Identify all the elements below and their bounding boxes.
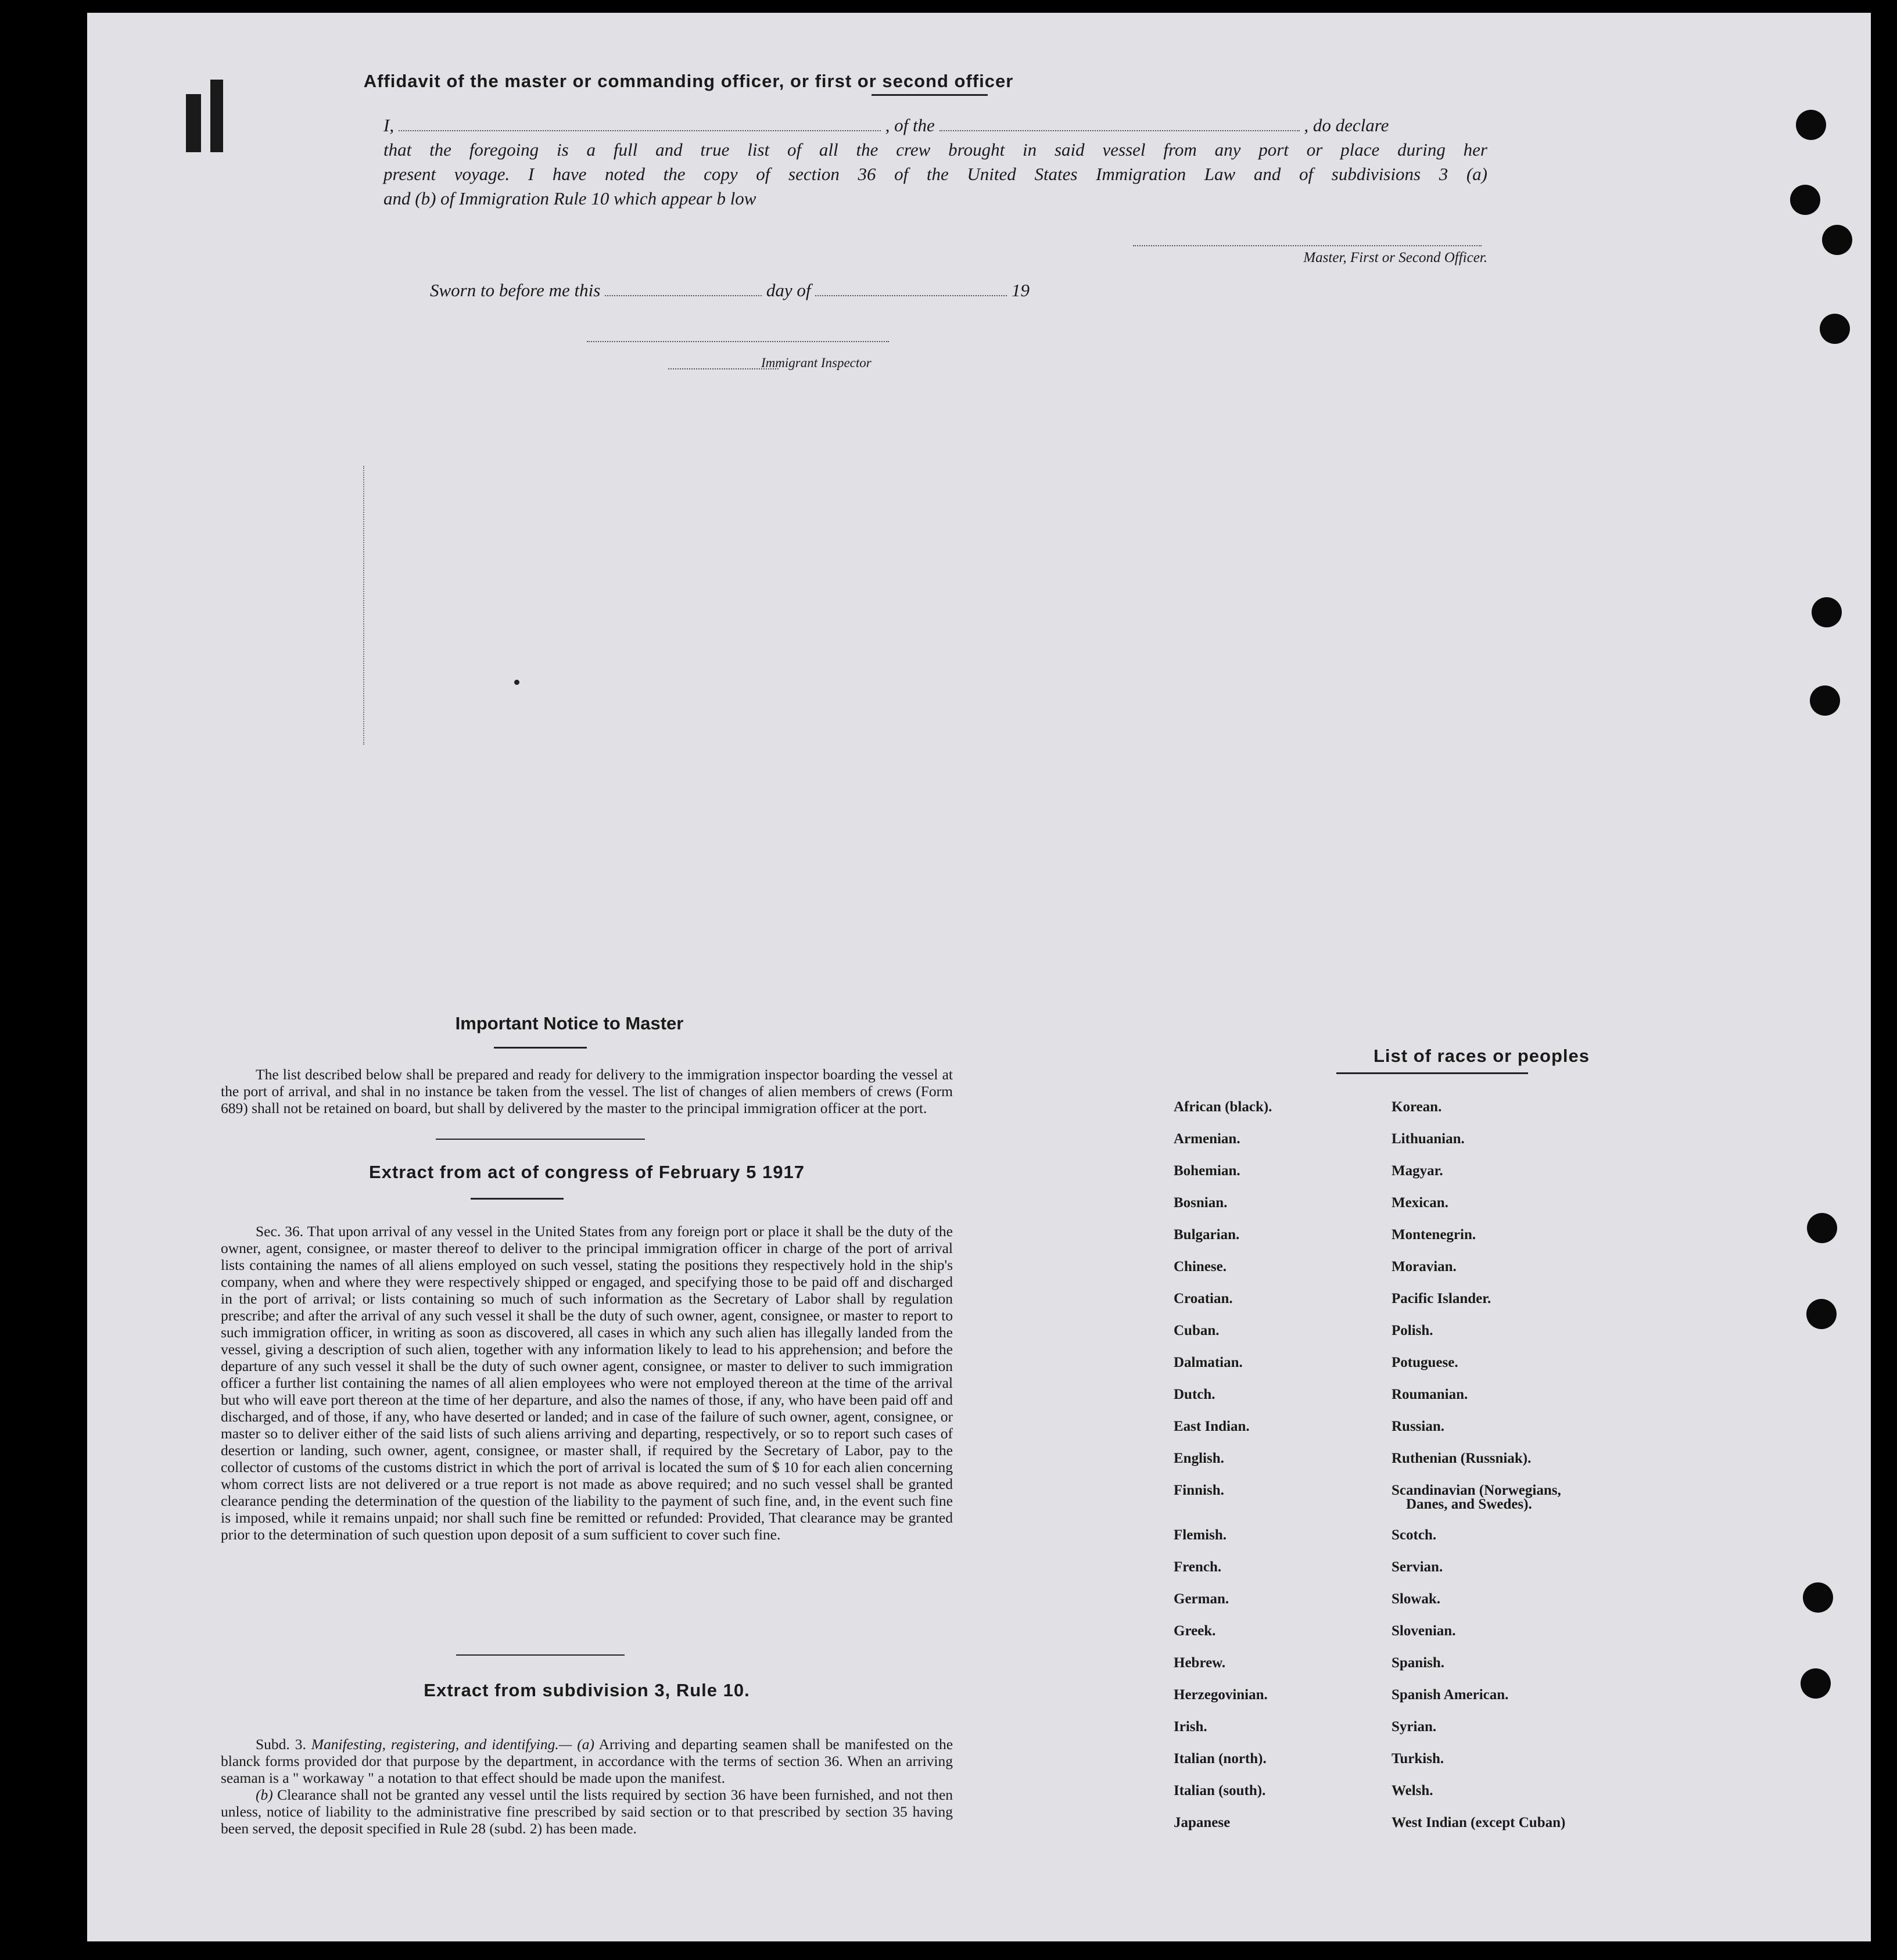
race-item: Lithuanian.: [1392, 1131, 1465, 1147]
race-item: Spanish American.: [1392, 1687, 1509, 1703]
race-item: Syrian.: [1392, 1719, 1437, 1735]
race-item: Italian (south).: [1174, 1783, 1266, 1799]
rule-extract-title: Extract from subdivision 3, Rule 10.: [424, 1680, 750, 1700]
vessel-name-field[interactable]: [939, 130, 1300, 131]
race-item: Servian.: [1392, 1559, 1443, 1575]
punch-hole: [1796, 110, 1826, 140]
punch-hole: [1801, 1668, 1831, 1699]
race-item: French.: [1174, 1559, 1222, 1575]
act-extract-text: Sec. 36. That upon arrival of any vessel in the United States from any foreign port or place it shall be the duty of the owner, agent, consignee, or master thereof to deliver to the principal immigration officer in charge of the port of arrival lists containing the names of all aliens employed on such vessel, stating the positions they respectively hold in the ship's company, when and where they were respectively shipped or engaged, and specifying those to be paid off and discharged in the port of arrival; or lists containing so much of such information as the Secretary of Labor shall by regulation prescribe; and after the arrival of any such vessel it shall be the duty of such owner, agent, consignee, or master to report to such immigration officer, in writing as soon as discovered, all cases in which any such alien has illegally landed from the vessel, giving a description of such alien, together with any information likely to lead to his apprehension; and before the departure of any such vessel it shall be the duty of such owner agent, consignee, or master to deliver to such immigration officer a further list containing the names of all alien employees who were not employed thereon at the time of the arrival but who will eave port thereon at the time of her departure, and also the names of those, if any, who have been paid off and discharged, and of those, if any, who have deserted or landed; and in case of the failure of such owner, agent, consignee, or master so to deliver either of the said lists of such aliens arriving and departing, respectively, or so to report such cases of desertion or landing, such owner, agent, consignee, or master shall, if required by the Secretary of Labor, pay to the collector of customs of the customs district in which the port of arrival is located the sum of $ 10 for each alien concerning whom correct lists are not delivered or a true report is not made as above required; and no such vessel shall be granted clearance pending the determination of the question of the liability to the payment of such fine, and, in the event such fine is imposed, while it remains unpaid; nor shall such fine be remitted or refunded: Provided, That clearance may be granted prior to the determination of such question upon deposit of a sum sufficient to cover such fine.: [221, 1223, 953, 1543]
sworn-day-field[interactable]: [605, 295, 762, 296]
act-separator: [456, 1654, 625, 1656]
punch-hole: [1803, 1582, 1833, 1613]
punch-hole: [1822, 225, 1852, 255]
race-item: Dutch.: [1174, 1387, 1215, 1402]
punch-hole: [1820, 314, 1850, 344]
race-item: Greek.: [1174, 1623, 1216, 1639]
race-item: Turkish.: [1392, 1751, 1444, 1767]
race-item: Japanese: [1174, 1815, 1231, 1830]
race-item: Bulgarian.: [1174, 1227, 1240, 1243]
race-item: Herzegovinian.: [1174, 1687, 1268, 1703]
race-item: West Indian (except Cuban): [1392, 1815, 1566, 1830]
sworn-line: [430, 280, 1030, 301]
notice-title: Important Notice to Master: [455, 1013, 684, 1033]
race-item: Korean.: [1392, 1099, 1442, 1115]
race-item: Roumanian.: [1392, 1387, 1468, 1402]
race-item: Ruthenian (Russniak).: [1392, 1451, 1532, 1466]
sworn-year-prefix: 19: [1011, 280, 1030, 300]
notice-separator: [436, 1139, 645, 1140]
race-item: Scotch.: [1392, 1527, 1437, 1543]
signature-line[interactable]: [1133, 245, 1482, 246]
punch-hole: [1810, 685, 1840, 716]
race-item: Potuguese.: [1392, 1355, 1458, 1370]
rule-extract-text: [221, 1736, 953, 1837]
inspector-signature-line[interactable]: [587, 341, 889, 342]
act-extract-title: Extract from act of congress of February 5 1917: [369, 1162, 805, 1182]
race-item: English.: [1174, 1451, 1224, 1466]
margin-tick-marks: [363, 466, 368, 745]
subd-b-label: (b): [256, 1786, 273, 1803]
race-item: Croatian.: [1174, 1291, 1233, 1306]
race-item: Scandinavian (Norwegians,: [1392, 1482, 1561, 1498]
declarant-name-field[interactable]: [399, 130, 881, 131]
subd-b-text: Clearance shall not be granted any vessel until the lists required by section 36 have been furnished, and not then unless, notice of liability to the administrative fine prescribed by said section or to that prescribed by section 35 having been served, the deposit specified in Rule 28 (subd. 2) has been made.: [221, 1786, 953, 1837]
notice-title-underline: [494, 1047, 587, 1049]
inspector-caption: Immigrant Inspector: [761, 356, 872, 370]
signature-caption: Master, First or Second Officer.: [1303, 250, 1487, 265]
race-item: Dalmatian.: [1174, 1355, 1243, 1370]
punch-hole: [1812, 597, 1842, 627]
race-item: Moravian.: [1392, 1259, 1457, 1275]
race-item: Montenegrin.: [1392, 1227, 1476, 1243]
stray-dot: [514, 680, 519, 685]
race-item: Italian (north).: [1174, 1751, 1267, 1767]
race-item: Spanish.: [1392, 1655, 1445, 1671]
race-item: Hebrew.: [1174, 1655, 1226, 1671]
race-item: East Indian.: [1174, 1419, 1250, 1434]
race-item: Irish.: [1174, 1719, 1207, 1735]
declaration-line-2: that the foregoing is a full and true list of all the crew brought in said vessel from any port or place during her: [383, 139, 1487, 160]
scan-mark-left-2: [210, 80, 223, 152]
race-item: Cuban.: [1174, 1323, 1220, 1338]
vessel-prefix: , of the: [885, 115, 935, 135]
sworn-month-field[interactable]: [815, 295, 1007, 296]
declarant-prefix: I,: [383, 115, 395, 135]
declaration-line-4: and (b) of Immigration Rule 10 which appear b low: [383, 188, 756, 209]
race-item: Bohemian.: [1174, 1163, 1240, 1179]
race-item: Magyar.: [1392, 1163, 1443, 1179]
punch-hole: [1790, 185, 1820, 215]
declare-suffix: , do declare: [1304, 115, 1389, 135]
form-sheet: [87, 13, 1871, 1941]
race-item: Finnish.: [1174, 1482, 1224, 1498]
race-item: Slowak.: [1392, 1591, 1441, 1607]
race-item: Flemish.: [1174, 1527, 1227, 1543]
title-underline: [872, 94, 988, 96]
race-item: Bosnian.: [1174, 1195, 1228, 1211]
race-item: Russian.: [1392, 1419, 1445, 1434]
act-title-underline: [471, 1198, 564, 1200]
race-item: Armenian.: [1174, 1131, 1240, 1147]
races-title-underline: [1336, 1072, 1528, 1074]
races-title: List of races or peoples: [1374, 1046, 1590, 1066]
race-item: Polish.: [1392, 1323, 1433, 1338]
sworn-month-prefix: day of: [766, 280, 811, 300]
race-item: Welsh.: [1392, 1783, 1433, 1799]
subd-heading: Manifesting, registering, and identifying.— (a): [311, 1736, 595, 1753]
race-item: Danes, and Swedes).: [1406, 1496, 1532, 1512]
punch-hole: [1806, 1299, 1837, 1329]
punch-hole: [1807, 1213, 1837, 1243]
race-item: Slovenian.: [1392, 1623, 1456, 1639]
sworn-prefix: Sworn to before me this: [430, 280, 601, 300]
scan-mark-left: [186, 94, 201, 152]
race-item: German.: [1174, 1591, 1229, 1607]
declaration-line-3: present voyage. I have noted the copy of section 36 of the United States Immigration Law and of subdivisions 3 (a): [383, 164, 1487, 184]
notice-text: The list described below shall be prepared and ready for delivery to the immigration inspector boarding the vessel at the port of arrival, and shal in no instance be taken from the vessel. The list of changes of alien members of crews (Form 689) shall not be retained on board, but shall by delivered by the master to the principal immigration officer at the port.: [221, 1066, 953, 1117]
race-item: Pacific Islander.: [1392, 1291, 1491, 1306]
affidavit-title: Affidavit of the master or commanding officer, or first or second officer: [363, 71, 1014, 91]
race-item: African (black).: [1174, 1099, 1272, 1115]
declaration-line-1: [383, 115, 1569, 136]
subd-label: Subd. 3.: [256, 1736, 306, 1753]
race-item: Mexican.: [1392, 1195, 1448, 1211]
subd-a-text: Arriving and departing seamen shall be manifested on the blanck forms provided dor that purpose by the department, in accordance with the terms of section 36. When an arriving seaman is a " workaway " a notation to that effect should be made upon the manifest.: [221, 1736, 953, 1786]
race-item: Chinese.: [1174, 1259, 1227, 1275]
